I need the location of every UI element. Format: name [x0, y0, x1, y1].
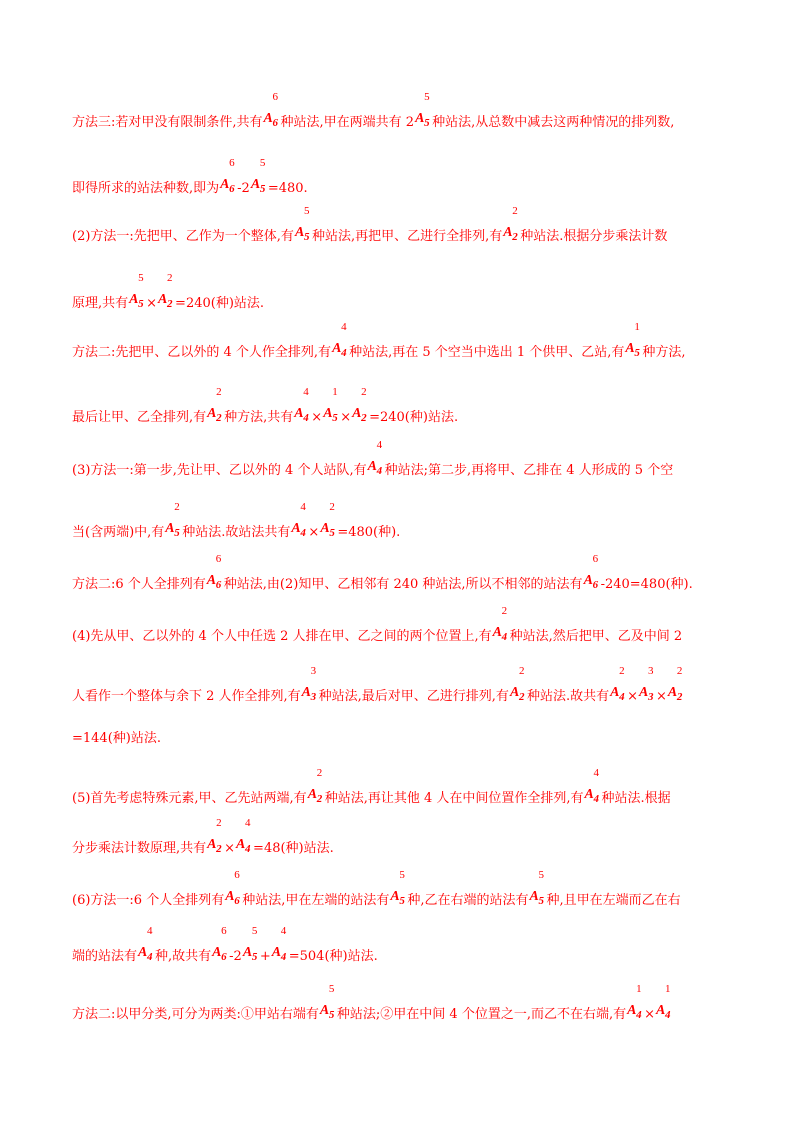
permutation-superscript: 6 — [272, 91, 279, 103]
permutation-superscript: 2 — [361, 386, 367, 398]
permutation-letter: A — [294, 225, 305, 240]
permutation-subscript: 4 — [376, 465, 383, 477]
text-segment: × — [224, 841, 236, 856]
permutation-subscript: 5 — [328, 1009, 335, 1021]
text-segment: (5)首先考虑特殊元素,甲、乙先站两端,有 — [72, 791, 307, 806]
text-line — [72, 553, 693, 593]
permutation-letter: A — [509, 685, 520, 700]
permutation-subscript: 4 — [619, 691, 625, 703]
permutation-letter: A — [207, 837, 217, 852]
text-segment: × — [311, 410, 323, 425]
permutation-symbol — [158, 272, 174, 310]
permutation-letter: A — [236, 837, 246, 852]
permutation-letter: A — [529, 889, 539, 904]
text-segment: × — [655, 689, 667, 704]
permutation-subscript: 4 — [636, 1009, 642, 1021]
permutation-letter: A — [319, 1003, 330, 1018]
text-line — [72, 605, 683, 645]
text-segment: =48(种)站法. — [253, 841, 334, 856]
text-segment: 种站法,然后把甲、乙及中间 2 — [509, 629, 683, 644]
text-line — [72, 386, 459, 426]
text-segment: 种站法;②甲在中间 4 个位置之一,而乙不在右端,有 — [336, 1007, 627, 1022]
text-segment: -2 — [229, 949, 242, 964]
permutation-symbol — [250, 157, 267, 195]
permutation-symbol — [509, 665, 526, 703]
permutation-letter: A — [301, 685, 312, 700]
permutation-letter: A — [225, 889, 235, 904]
text-line — [72, 869, 681, 909]
permutation-superscript: 2 — [216, 386, 222, 398]
text-line — [72, 439, 674, 479]
permutation-letter: A — [625, 341, 635, 356]
permutation-symbol — [225, 869, 241, 907]
text-segment: 方法二:6 个人全排列有 — [72, 577, 206, 592]
permutation-subscript: 5 — [332, 412, 338, 424]
permutation-symbol — [584, 767, 601, 805]
permutation-symbol — [583, 553, 600, 591]
permutation-subscript: 2 — [216, 843, 222, 855]
permutation-symbol — [291, 501, 307, 539]
text-segment: × — [644, 1007, 655, 1022]
text-segment: 种站法.故站法共有 — [182, 525, 291, 540]
permutation-superscript: 4 — [303, 386, 309, 398]
permutation-superscript: 2 — [619, 665, 625, 677]
permutation-symbol — [294, 386, 310, 424]
permutation-symbol — [638, 665, 655, 703]
permutation-symbol — [242, 925, 259, 963]
permutation-symbol — [319, 983, 336, 1021]
text-segment: -2 — [237, 181, 250, 196]
text-segment: 种,乙在右端的站法有 — [407, 893, 529, 908]
permutation-letter: A — [158, 292, 168, 307]
text-segment: 种站法,甲在两端共有 2 — [280, 115, 415, 130]
text-line — [72, 91, 675, 131]
permutation-symbol — [625, 321, 641, 359]
permutation-symbol — [138, 925, 154, 963]
text-segment: × — [627, 689, 638, 704]
permutation-letter: A — [320, 521, 330, 536]
permutation-symbol — [610, 665, 626, 703]
permutation-letter: A — [323, 406, 333, 421]
permutation-symbol — [320, 501, 336, 539]
permutation-letter: A — [656, 1003, 666, 1018]
permutation-superscript: 5 — [424, 91, 430, 103]
permutation-symbol — [263, 91, 280, 129]
permutation-letter: A — [352, 406, 362, 421]
permutation-subscript: 2 — [361, 412, 367, 424]
text-segment: × — [308, 525, 320, 540]
text-line — [72, 925, 378, 965]
permutation-subscript: 5 — [538, 895, 544, 907]
permutation-subscript: 6 — [229, 183, 235, 195]
permutation-subscript: 4 — [280, 951, 287, 963]
permutation-symbol — [207, 817, 223, 855]
permutation-symbol — [390, 869, 406, 907]
text-segment: 种站法,从总数中减去这两种情况的排列数, — [432, 115, 675, 130]
permutation-symbol — [165, 501, 181, 539]
permutation-superscript: 6 — [215, 553, 222, 565]
permutation-letter: A — [583, 573, 593, 588]
permutation-letter: A — [129, 292, 139, 307]
text-segment: 种站法.根据分步乘法计数 — [520, 229, 668, 244]
permutation-letter: A — [332, 341, 342, 356]
text-segment: 方法二:以甲分类,可分为两类:①甲站右端有 — [72, 1007, 319, 1022]
permutation-symbol — [220, 157, 236, 195]
permutation-subscript: 4 — [300, 527, 306, 539]
permutation-subscript: 6 — [592, 579, 599, 591]
text-segment: 种站法.故共有 — [526, 689, 610, 704]
text-segment: 种站法,再在 5 个空当中选出 1 个供甲、乙站,有 — [349, 345, 625, 360]
text-line — [72, 205, 668, 245]
permutation-subscript: 4 — [341, 347, 347, 359]
permutation-letter: A — [212, 945, 222, 960]
permutation-subscript: 5 — [174, 527, 180, 539]
permutation-superscript: 2 — [174, 501, 180, 513]
permutation-superscript: 5 — [259, 157, 266, 169]
text-segment: 最后让甲、乙全排列,有 — [72, 410, 207, 425]
permutation-subscript: 2 — [167, 298, 173, 310]
permutation-subscript: 5 — [303, 231, 310, 243]
permutation-subscript: 5 — [251, 951, 258, 963]
permutation-symbol — [352, 386, 368, 424]
text-segment: 种方法,共有 — [224, 410, 294, 425]
permutation-letter: A — [627, 1003, 637, 1018]
permutation-superscript: 1 — [636, 983, 642, 995]
permutation-letter: A — [165, 521, 175, 536]
text-segment: 方法二:先把甲、乙以外的 4 个人作全排列,有 — [72, 345, 332, 360]
text-segment: 当(含两端)中,有 — [72, 525, 165, 540]
permutation-superscript: 2 — [501, 605, 508, 617]
permutation-superscript: 5 — [138, 272, 144, 284]
permutation-letter: A — [638, 685, 649, 700]
permutation-subscript: 5 — [329, 527, 335, 539]
permutation-symbol — [207, 386, 223, 424]
permutation-symbol — [529, 869, 545, 907]
permutation-subscript: 2 — [512, 231, 518, 243]
permutation-letter: A — [492, 625, 502, 640]
text-segment: 种站法;第二步,再将甲、乙排在 4 人形成的 5 个空 — [384, 463, 674, 478]
permutation-letter: A — [207, 406, 217, 421]
permutation-letter: A — [415, 111, 425, 126]
permutation-symbol — [129, 272, 145, 310]
text-line — [72, 731, 161, 747]
permutation-letter: A — [610, 685, 620, 700]
permutation-superscript: 2 — [167, 272, 173, 284]
permutation-superscript: 4 — [341, 321, 347, 333]
permutation-symbol — [301, 665, 318, 703]
permutation-letter: A — [294, 406, 304, 421]
permutation-letter: A — [307, 787, 318, 802]
permutation-subscript: 2 — [676, 691, 683, 703]
permutation-superscript: 4 — [593, 767, 599, 779]
text-segment: + — [259, 949, 271, 964]
permutation-symbol — [503, 205, 519, 243]
permutation-letter: A — [250, 177, 261, 192]
permutation-superscript: 4 — [300, 501, 306, 513]
text-line — [72, 767, 671, 807]
text-segment: -240=480(种). — [600, 577, 693, 592]
text-line — [72, 817, 334, 857]
permutation-symbol — [492, 605, 509, 643]
text-line — [72, 157, 308, 197]
permutation-symbol — [294, 205, 311, 243]
permutation-letter: A — [206, 573, 217, 588]
permutation-superscript: 5 — [251, 925, 258, 937]
text-segment: × — [340, 410, 352, 425]
permutation-superscript: 5 — [328, 983, 335, 995]
permutation-subscript: 5 — [259, 183, 266, 195]
text-segment: 人看作一个整体与余下 2 人作全排列,有 — [72, 689, 301, 704]
permutation-subscript: 6 — [272, 117, 279, 129]
permutation-letter: A — [291, 521, 301, 536]
permutation-subscript: 4 — [147, 951, 153, 963]
permutation-letter: A — [667, 685, 678, 700]
permutation-letter: A — [242, 945, 253, 960]
permutation-subscript: 3 — [647, 691, 654, 703]
permutation-superscript: 4 — [147, 925, 153, 937]
permutation-symbol — [667, 665, 684, 703]
permutation-letter: A — [584, 787, 594, 802]
permutation-subscript: 4 — [245, 843, 251, 855]
permutation-letter: A — [271, 945, 282, 960]
permutation-letter: A — [220, 177, 230, 192]
text-segment: 种,且甲在左端而乙在右 — [546, 893, 681, 908]
permutation-subscript: 6 — [234, 895, 240, 907]
permutation-superscript: 1 — [332, 386, 338, 398]
text-segment: × — [146, 296, 158, 311]
permutation-superscript: 3 — [647, 665, 654, 677]
text-segment: =240(种)站法. — [369, 410, 459, 425]
permutation-subscript: 4 — [303, 412, 309, 424]
permutation-subscript: 5 — [634, 347, 640, 359]
permutation-superscript: 1 — [665, 983, 671, 995]
permutation-superscript: 2 — [518, 665, 525, 677]
permutation-letter: A — [503, 225, 513, 240]
permutation-symbol — [332, 321, 348, 359]
permutation-symbol — [212, 925, 228, 963]
text-segment: 种,故共有 — [155, 949, 212, 964]
text-segment: 原理,共有 — [72, 296, 129, 311]
permutation-symbol — [415, 91, 431, 129]
permutation-superscript: 2 — [676, 665, 683, 677]
permutation-superscript: 1 — [634, 321, 640, 333]
permutation-superscript: 2 — [512, 205, 518, 217]
permutation-symbol — [307, 767, 324, 805]
text-segment: =504(种)站法. — [288, 949, 378, 964]
permutation-superscript: 5 — [399, 869, 405, 881]
permutation-symbol — [271, 925, 288, 963]
text-line — [72, 321, 686, 361]
text-segment: 种方法, — [642, 345, 686, 360]
text-segment: 种站法,甲在左端的站法有 — [242, 893, 390, 908]
permutation-superscript: 4 — [280, 925, 287, 937]
permutation-subscript: 2 — [216, 412, 222, 424]
permutation-subscript: 2 — [518, 691, 525, 703]
permutation-subscript: 2 — [316, 793, 323, 805]
permutation-subscript: 5 — [424, 117, 430, 129]
permutation-subscript: 4 — [593, 793, 599, 805]
permutation-letter: A — [390, 889, 400, 904]
text-segment: 种站法,再把甲、乙进行全排列,有 — [311, 229, 503, 244]
permutation-superscript: 6 — [229, 157, 235, 169]
text-segment: 分步乘法计数原理,共有 — [72, 841, 207, 856]
permutation-subscript: 5 — [399, 895, 405, 907]
text-segment: 即得所求的站法种数,即为 — [72, 181, 220, 196]
permutation-superscript: 5 — [538, 869, 544, 881]
text-segment: 种站法.根据 — [601, 791, 671, 806]
text-line — [72, 501, 401, 541]
permutation-letter: A — [263, 111, 273, 126]
permutation-subscript: 4 — [501, 631, 508, 643]
permutation-subscript: 6 — [215, 579, 222, 591]
permutation-letter: A — [367, 459, 377, 474]
text-line — [72, 983, 673, 1023]
permutation-symbol — [367, 439, 384, 477]
text-segment: =144(种)站法. — [72, 731, 161, 746]
permutation-subscript: 6 — [221, 951, 227, 963]
permutation-superscript: 5 — [303, 205, 310, 217]
permutation-symbol — [323, 386, 339, 424]
permutation-superscript: 2 — [316, 767, 323, 779]
text-segment: 种站法,最后对甲、乙进行排列,有 — [318, 689, 509, 704]
text-segment: =480(种). — [337, 525, 401, 540]
text-segment: =480. — [267, 181, 308, 196]
permutation-superscript: 2 — [329, 501, 335, 513]
text-line — [72, 665, 685, 705]
text-segment: 方法三:若对甲没有限制条件,共有 — [72, 115, 263, 130]
permutation-subscript: 4 — [665, 1009, 671, 1021]
permutation-subscript: 5 — [138, 298, 144, 310]
permutation-subscript: 3 — [310, 691, 317, 703]
permutation-symbol — [627, 983, 643, 1021]
text-segment: 种站法,由(2)知甲、乙相邻有 240 种站法,所以不相邻的站法有 — [223, 577, 583, 592]
text-segment: (3)方法一:第一步,先让甲、乙以外的 4 个人站队,有 — [72, 463, 367, 478]
text-segment: (4)先从甲、乙以外的 4 个人中任选 2 人排在甲、乙之间的两个位置上,有 — [72, 629, 492, 644]
permutation-superscript: 4 — [245, 817, 251, 829]
permutation-superscript: 4 — [376, 439, 383, 451]
permutation-superscript: 6 — [592, 553, 599, 565]
text-line — [72, 272, 265, 312]
permutation-superscript: 6 — [234, 869, 240, 881]
text-segment: =240(种)站法. — [175, 296, 265, 311]
text-segment: 种站法,再让其他 4 人在中间位置作全排列,有 — [324, 791, 584, 806]
permutation-symbol — [206, 553, 223, 591]
permutation-letter: A — [138, 945, 148, 960]
text-segment: 端的站法有 — [72, 949, 138, 964]
permutation-symbol — [236, 817, 252, 855]
permutation-superscript: 6 — [221, 925, 227, 937]
permutation-superscript: 3 — [310, 665, 317, 677]
permutation-symbol — [656, 983, 672, 1021]
permutation-superscript: 2 — [216, 817, 222, 829]
text-segment: (6)方法一:6 个人全排列有 — [72, 893, 225, 908]
text-segment: (2)方法一:先把甲、乙作为一个整体,有 — [72, 229, 294, 244]
